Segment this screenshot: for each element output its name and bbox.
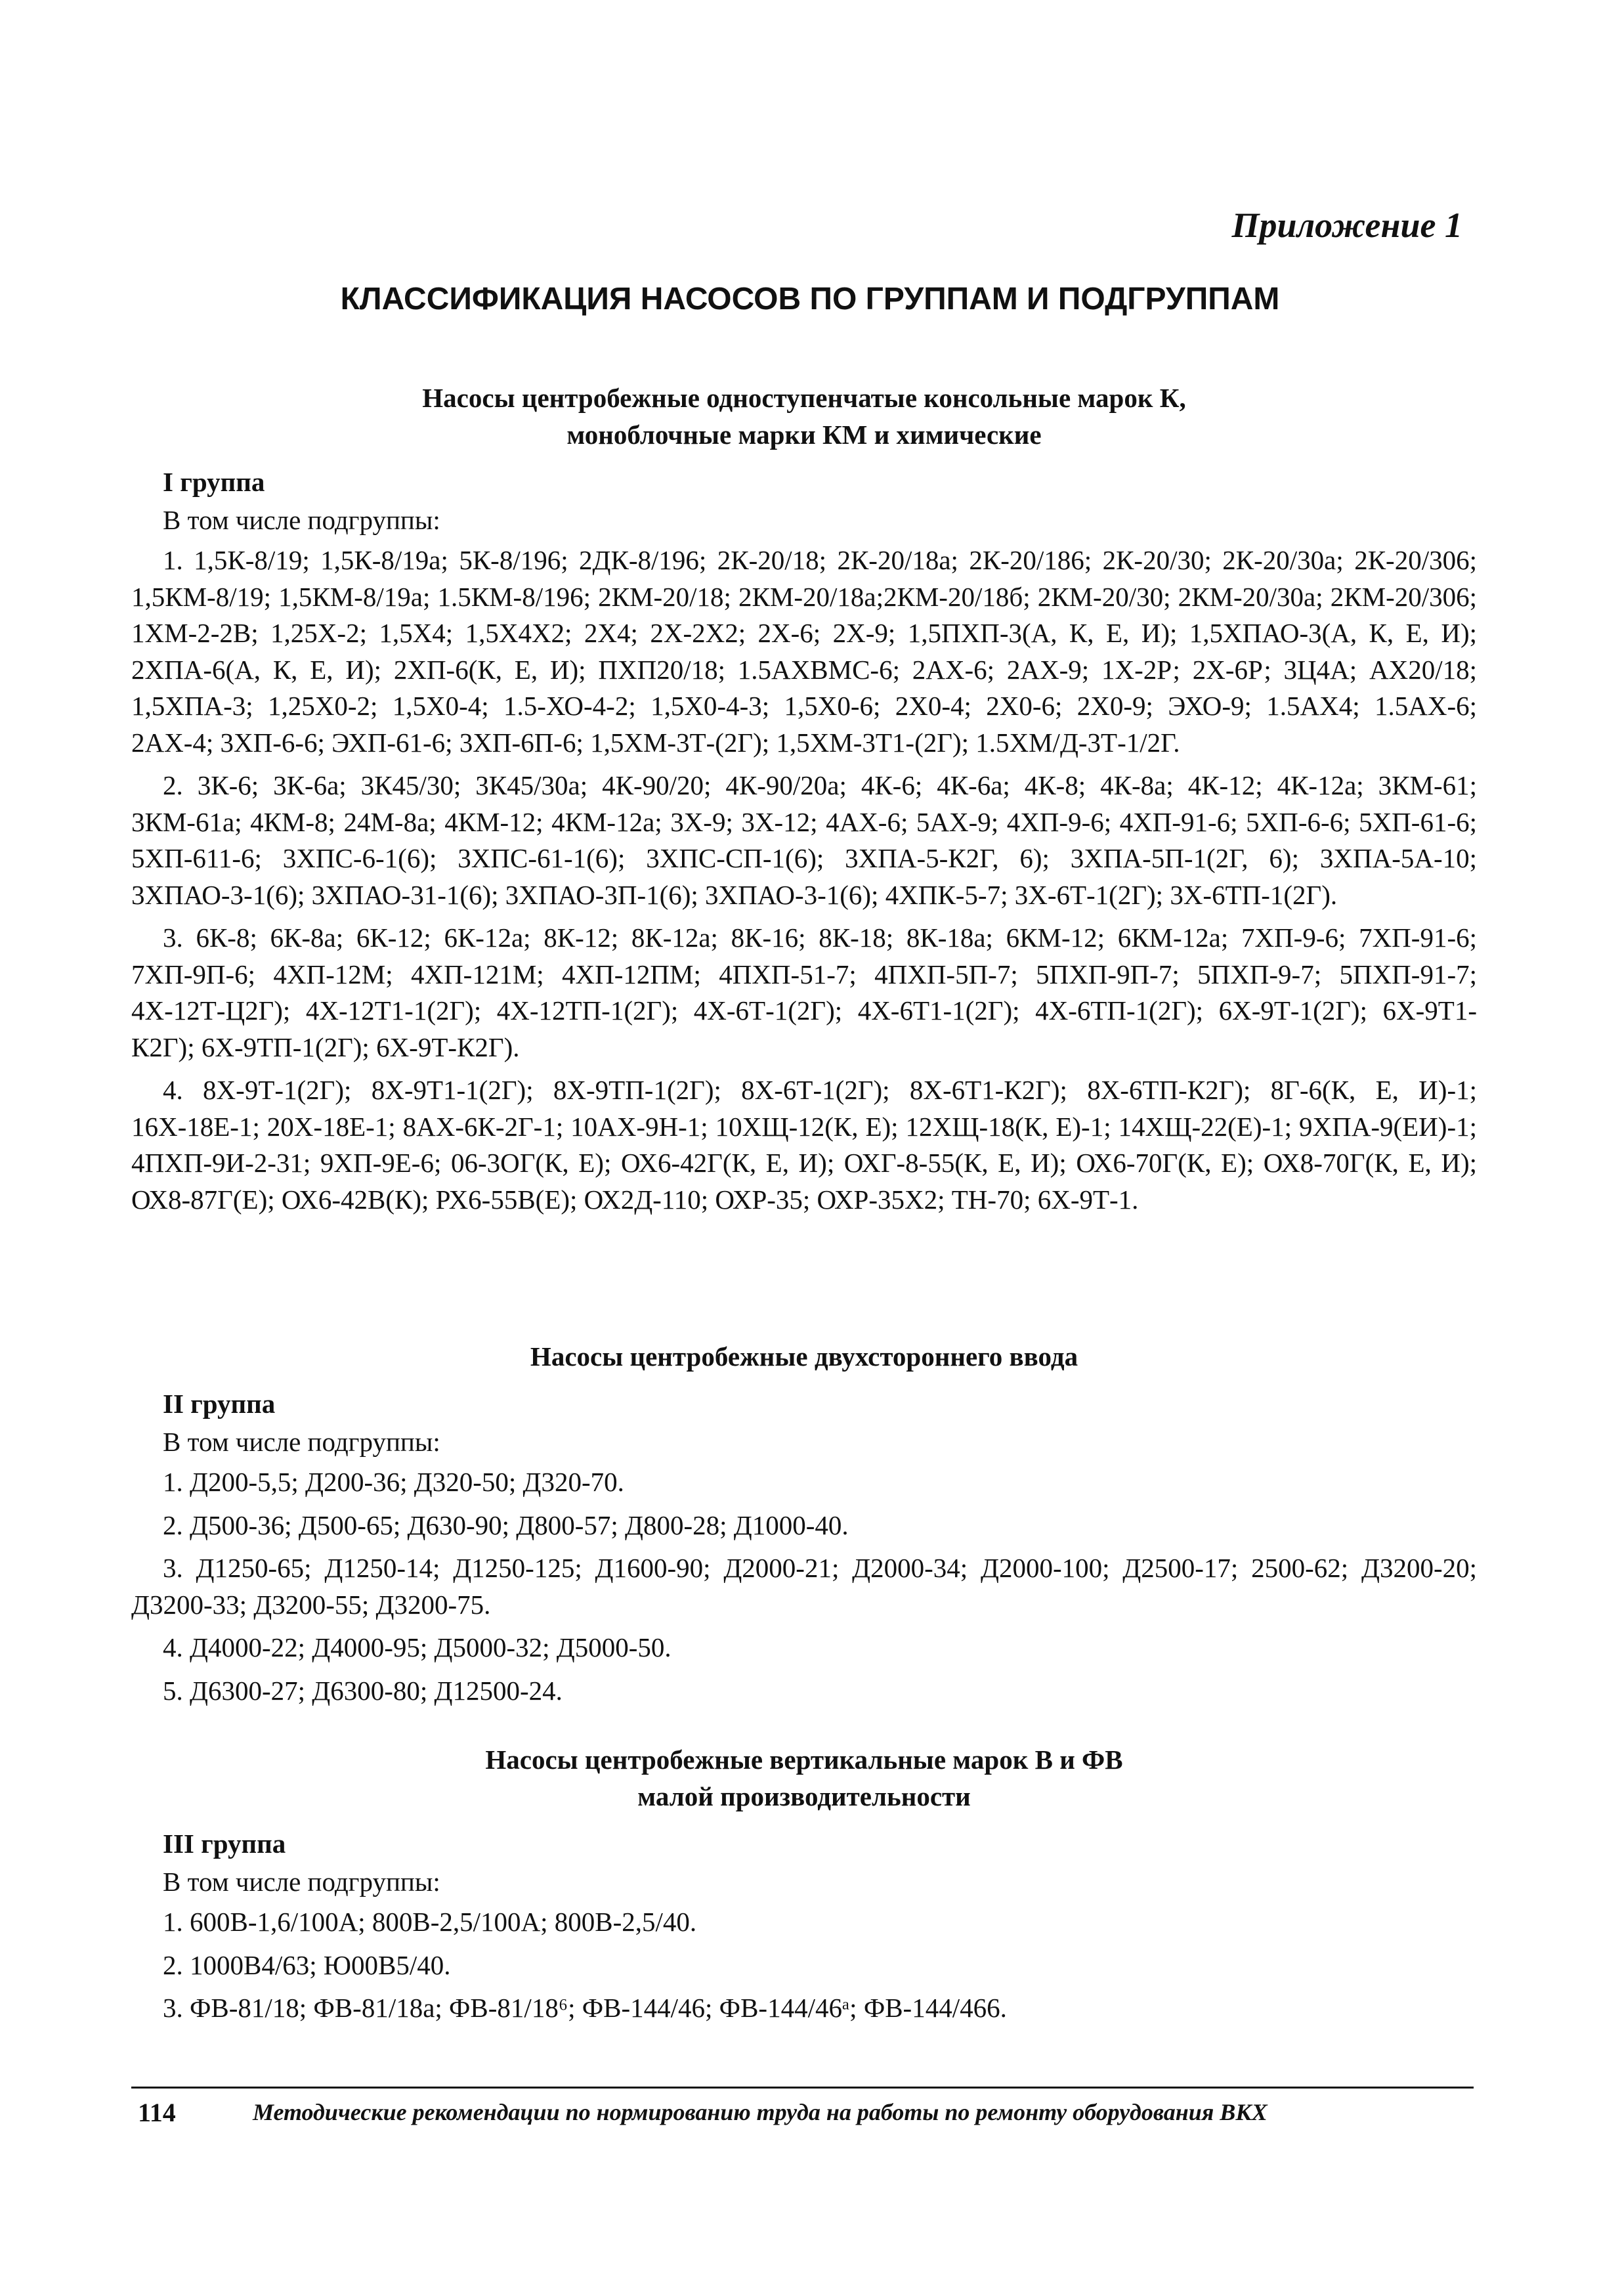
- page-title: КЛАССИФИКАЦИЯ НАСОСОВ ПО ГРУППАМ И ПОДГРУППАМ: [340, 282, 1280, 316]
- section-group-1: [131, 379, 1477, 1224]
- subgroup-item: 2. 3К-6; 3К-6а; 3К45/30; 3К45/30а; 4К-90/20; 4К-90/20а; 4К-6; 4К-6а; 4К-8; 4К-8а; 4К-12; 4К-12а; 3КМ-61; 3КМ-61а; 4КМ-8; 24М-8а; 4КМ-12; 4КМ-12а; 3Х-9; 3Х-12; 4АХ-6; 5АХ-9; 4ХП-9-6; 4ХП-91-6; 5ХП-6-6; 5ХП-61-6; 5ХП-611-6; 3ХПС-6-1(6); 3ХПС-61-1(6); 3ХПС-СП-1(6); 3ХПА-5-К2Г, 6); 3ХПА-5П-1(2Г, 6); 3ХПА-5А-10; 3ХПАО-3-1(6); 3ХПАО-31-1(6); 3ХПАО-3П-1(6); 3ХПАО-3-1(6); 4ХПК-5-7; 3Х-6Т-1(2Г); 3Х-6ТП-1(2Г).: [131, 770, 1477, 910]
- subgroup-item: 3. ФВ-81/18; ФВ-81/18а; ФВ-81/18⁶; ФВ-144/46; ФВ-144/46ᵃ; ФВ-144/466.: [163, 1993, 1007, 2023]
- group-heading: III группа: [163, 1829, 286, 1859]
- subgroup-item: 2. Д500-36; Д500-65; Д630-90; Д800-57; Д800-28; Д1000-40.: [163, 1509, 849, 1540]
- section-title-line: Насосы центробежные вертикальные марок В и ФВ: [485, 1744, 1123, 1775]
- section-title-line: моноблочные марки КМ и химические: [566, 420, 1042, 450]
- section-title-line: малой производительности: [637, 1781, 971, 1811]
- page-number: 114: [138, 2098, 176, 2127]
- subgroups-intro: В том числе подгруппы:: [163, 505, 440, 535]
- section-group-2: [131, 1338, 1477, 1716]
- group-heading: II группа: [163, 1389, 276, 1419]
- subgroup-item: 1. Д200-5,5; Д200-36; Д320-50; Д320-70.: [163, 1467, 624, 1497]
- subgroup-item: 2. 1000В4/63; Ю00В5/40.: [163, 1949, 451, 1980]
- section-title-line: Насосы центробежные двухстороннего ввода: [530, 1341, 1078, 1372]
- subgroup-item: 1. 1,5К-8/19; 1,5К-8/19а; 5К-8/196; 2ДК-8/196; 2К-20/18; 2К-20/18а; 2К-20/186; 2К-20/30; 2К-20/30а; 2К-20/306; 1,5КМ-8/19; 1,5КМ-8/19а; 1.5КМ-8/196; 2КМ-20/18; 2КМ-20/18а;2КМ-20/18б; 2КМ-20/30; 2КМ-20/30а; 2КМ-20/306; 1ХМ-2-2В; 1,25Х-2; 1,5Х4; 1,5Х4Х2; 2Х4; 2Х-2Х2; 2Х-6; 2Х-9; 1,5ПХП-3(А, К, Е, И); 1,5ХПАО-3(А, К, Е, И); 2ХПА-6(А, К, Е, И); 2ХП-6(К, Е, И); ПХП20/18; 1.5АХВМС-6; 2АХ-6; 2АХ-9; 1Х-2Р; 2Х-6Р; 3Ц4А; АХ20/18; 1,5ХПА-3; 1,25Х0-2; 1,5Х0-4; 1.5-ХО-4-2; 1,5Х0-4-3; 1,5Х0-6; 2Х0-4; 2Х0-6; 2Х0-9; ЭХО-9; 1.5АХ4; 1.5АХ-6; 2АХ-4; 3ХП-6-6; ЭХП-61-6; 3ХП-6П-6; 1,5ХМ-3Т-(2Г); 1,5ХМ-3Т1-(2Г); 1.5ХМ/Д-3Т-1/2Г.: [131, 545, 1477, 758]
- section-group-3: [131, 1741, 1477, 2033]
- subgroup-item: 3. Д1250-65; Д1250-14; Д1250-125; Д1600-90; Д2000-21; Д2000-34; Д2000-100; Д2500-17; 2500-62; Д3200-20; Д3200-33; Д3200-55; Д3200-75.: [131, 1553, 1477, 1620]
- footer-running-title: Методические рекомендации по нормированию труда на работы по ремонту оборудования ВКХ: [253, 2099, 1268, 2125]
- footer-divider: [131, 2087, 1474, 2089]
- subgroups-intro: В том числе подгруппы:: [163, 1427, 440, 1457]
- subgroup-item: 1. 600В-1,6/100А; 800В-2,5/100А; 800В-2,5/40.: [163, 1907, 697, 1937]
- subgroup-item: 5. Д6300-27; Д6300-80; Д12500-24.: [163, 1675, 563, 1706]
- group-heading: I группа: [163, 467, 265, 497]
- subgroup-item: 4. Д4000-22; Д4000-95; Д5000-32; Д5000-50.: [163, 1632, 671, 1662]
- subgroups-intro: В том числе подгруппы:: [163, 1867, 440, 1897]
- subgroup-item: 4. 8Х-9Т-1(2Г); 8Х-9Т1-1(2Г); 8Х-9ТП-1(2Г); 8Х-6Т-1(2Г); 8Х-6Т1-К2Г); 8Х-6ТП-К2Г); 8Г-6(К, Е, И)-1; 16Х-18Е-1; 20Х-18Е-1; 8АХ-6К-2Г-1; 10АХ-9Н-1; 10ХЩ-12(К, Е); 12ХЩ-18(К, Е)-1; 14ХЩ-22(Е)-1; 9ХПА-9(ЕИ)-1; 4ПХП-9И-2-31; 9ХП-9Е-6; 06-3ОГ(К, Е); ОХ6-42Г(К, Е, И); ОХГ-8-55(К, Е, И); ОХ6-70Г(К, Е); ОХ8-70Г(К, Е, И); ОХ8-87Г(Е); ОХ6-42В(К); РХ6-55В(Е); ОХ2Д-110; ОХР-35; ОХР-35Х2; ТН-70; 6Х-9Т-1.: [131, 1075, 1477, 1215]
- section-title-line: Насосы центробежные одноступенчатые консольные марок К,: [422, 383, 1186, 413]
- appendix-label: Приложение 1: [1231, 206, 1462, 245]
- subgroup-item: 3. 6К-8; 6К-8а; 6К-12; 6К-12а; 8К-12; 8К-12а; 8К-16; 8К-18; 8К-18а; 6КМ-12; 6КМ-12а; 7ХП-9-6; 7ХП-91-6; 7ХП-9П-6; 4ХП-12М; 4ХП-121М; 4ХП-12ПМ; 4ПХП-51-7; 4ПХП-5П-7; 5ПХП-9П-7; 5ПХП-9-7; 5ПХП-91-7; 4Х-12Т-Ц2Г); 4Х-12Т1-1(2Г); 4Х-12ТП-1(2Г); 4Х-6Т-1(2Г); 4Х-6Т1-1(2Г); 4Х-6ТП-1(2Г); 6Х-9Т-1(2Г); 6Х-9Т1-К2Г); 6Х-9ТП-1(2Г); 6Х-9Т-К2Г).: [131, 922, 1477, 1062]
